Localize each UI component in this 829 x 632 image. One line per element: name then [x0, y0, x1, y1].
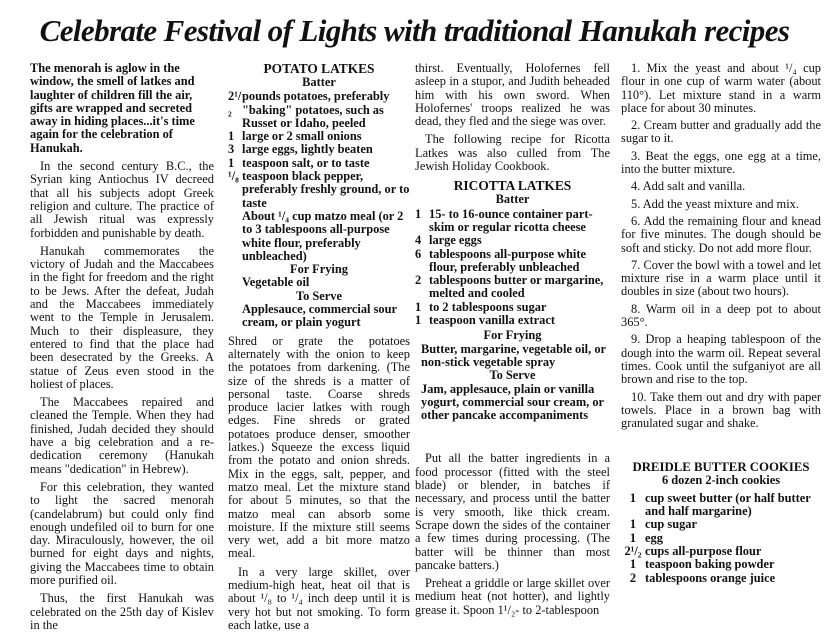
recipe-step: 6. Add the remaining flour and knead for five minutes. The dough should be soft and sticky. Do not add more flour. — [621, 213, 821, 255]
recipe-title: POTATO LATKES — [263, 61, 375, 76]
ingredient-text: cup sweet butter (or half butter and half margarine) — [645, 490, 811, 519]
ingredient-qty: 1 — [629, 517, 637, 532]
ingredient-text: pounds potatoes, preferably "baking" potatoes, such as Russet or Idaho, peeled — [242, 89, 390, 130]
ingredient-matzo: About ¹/₄ cup matzo meal (or 2 to 3 tablespoons all-purpose white flour, preferably unbleached) — [242, 208, 404, 263]
story-paragraph: In the second century B.C., the Syrian king Antiochus IV decreed that all his subjects adopt Greek religion and culture. The practice of all Jewish ritual was expressly forbidden and punishable by death. — [30, 159, 214, 240]
directions-paragraph: Shred or grate the potatoes alternately with the onion to keep the potatoes from darkening. (The size of the shreds is a matter of personal taste. Coarse shreds produce lacier latkes with rough edges. Fine shreds or grated potatoes produce denser, smoother latkes.) Squeeze the excess liquid from the potato and onion shreds. Mix in the eggs, salt, pepper, and matzo meal. Let the mixture stand for about 5 minutes, so that the matzo meal can absorb some moisture. If the mixture still seems very wet, add a bit more matzo meal. — [228, 333, 410, 561]
ingredient-qty: 1 — [228, 129, 235, 144]
ingredient-qty: 6 — [415, 246, 422, 261]
ingredient-row — [228, 157, 410, 170]
ingredient-text: tablespoons butter or margarine, melted and cooled — [429, 273, 604, 301]
recipe-subtitle: Batter — [495, 192, 530, 207]
recipe-step: 9. Drop a heaping tablespoon of the dough into the warm oil. Repeat several times. Cook until the sufganiyot are all brown and rise to the top. — [621, 332, 821, 387]
ingredient-qty: 1 — [415, 206, 422, 221]
ingredient-text: teaspoon salt, or to taste — [242, 155, 370, 170]
intro-paragraph: The menorah is aglow in the window, the smell of latkes and laughter of children fill the air, gifts are wrapped and secreted away in hiding places...it's time again for the celebration of Hanukah. — [30, 61, 195, 155]
ingredient-qty: 1 — [228, 155, 235, 170]
potato-latkes-recipe — [228, 61, 410, 632]
intro-story-column — [30, 61, 214, 632]
ingredient-row — [415, 234, 610, 247]
ingredient-row — [415, 248, 610, 275]
section-heading: To Serve — [489, 368, 536, 383]
story-paragraph: Thus, the first Hanukah was celebrated on the 25th day of Kislev in the — [30, 591, 214, 632]
ingredient-row — [415, 301, 610, 314]
recipe-title: RICOTTA LATKES — [453, 178, 572, 194]
serve-item: Jam, applesauce, plain or vanilla yogurt, commercial sour cream, or other pancake accompaniments — [421, 381, 604, 423]
recipe-step: 3. Beat the eggs, one egg at a time, into the butter mixture. — [621, 148, 821, 177]
serve-item: Applesauce, commercial sour cream, or plain yogurt — [242, 302, 397, 330]
ingredient-text: cups all-purpose flour — [645, 543, 762, 558]
ingredient-text: 15- to 16-ounce container part-skim or regular ricotta cheese — [429, 206, 593, 234]
ingredient-row — [228, 90, 410, 130]
ingredient-row — [228, 130, 410, 143]
ingredient-row — [621, 545, 821, 558]
recipe-step: 4. Add salt and vanilla. — [631, 179, 746, 194]
ingredient-qty: 2¹/₂ — [228, 89, 242, 117]
ingredient-row — [621, 492, 821, 519]
recipe-step: 8. Warm oil in a deep pot to about 365°. — [621, 301, 821, 330]
ingredient-text: teaspoon black pepper, preferably freshly ground, or to taste — [242, 169, 410, 210]
ingredient-qty: 2¹/₂ — [624, 543, 642, 558]
story-paragraph: thirst. Eventually, Holofernes fell asleep in a stupor, and Judith beheaded him with his own sword. When Holofernes' troops realized he was dead, they fled and the siege was over. — [415, 61, 610, 129]
ingredient-qty: 1 — [415, 313, 422, 328]
ingredient-qty: 4 — [415, 233, 422, 248]
story-paragraph: The Maccabees repaired and cleaned the Temple. When they had finished, Judah decided they should have a big celebration and a re-dedication ceremony (Hanukah means "dedication" in Hebrew). — [30, 395, 214, 476]
ingredient-qty: 1 — [415, 299, 422, 314]
ingredient-qty: 2 — [415, 273, 422, 288]
frying-item: Vegetable oil — [242, 275, 310, 290]
recipe-subtitle: Batter — [302, 75, 336, 89]
ingredient-text: cup sugar — [645, 517, 697, 532]
directions-paragraph: Put all the batter ingredients in a food processor (fitted with the steel blade) or blender, in batches if necessary, and process until the batter is very smooth, like thick cream. Scrape down the sides of the container a few times during processing. (The batter will be thinner than most pancake batters.) — [415, 451, 610, 572]
recipe-step: 5. Add the yeast mixture and mix. — [631, 196, 799, 211]
recipe-step: 10. Take them out and dry with paper towels. Place in a brown bag with granulated sugar and shake. — [621, 389, 821, 431]
ingredient-row — [415, 208, 610, 235]
ingredient-qty: 1 — [629, 530, 637, 545]
ingredient-qty: 1 — [629, 490, 637, 505]
section-heading: For Frying — [483, 328, 542, 343]
ingredient-row — [621, 572, 821, 585]
article-headline: Celebrate Festival of Lights with traditional Hanukah recipes — [39, 13, 790, 48]
recipe-step: 7. Cover the bowl with a towel and let mixture rise in a warm place until it doubles in size (about two hours). — [621, 257, 821, 299]
ingredient-text: egg — [645, 530, 663, 545]
ingredient-row — [621, 518, 821, 531]
ingredient-text: to 2 tablespoons sugar — [429, 299, 547, 314]
ingredient-qty: ¹/₈ — [228, 169, 239, 184]
recipe-title: DREIDLE BUTTER COOKIES — [632, 460, 810, 475]
recipe-subtitle: 6 dozen 2-inch cookies — [661, 473, 781, 488]
ingredient-row — [228, 170, 410, 210]
ingredient-row — [415, 314, 610, 327]
ingredient-row — [415, 274, 610, 301]
ingredient-text: large eggs, lightly beaten — [242, 142, 373, 157]
story-paragraph: Hanukah commemorates the victory of Judah and the Maccabees in the fight for freedom and the right to be Jews. After the defeat, Judah and the Maccabees immediately went to the Temple in Jerusalem. Much to their displeasure, they entered to find that the place had been desecrated by the Greeks. A statue of Zeus even stood in the holiest of places. — [30, 243, 214, 391]
sufganiyot-steps-column — [621, 61, 821, 585]
recipe-step: 1. Mix the yeast and about ¹/₄ cup flour in one cup of warm water (about 110°). Let mixture stand in a warm place for about 30 minutes. — [621, 61, 821, 115]
frying-item: Butter, margarine, vegetable oil, or non-stick vegetable spray — [421, 341, 606, 369]
ingredient-row — [621, 558, 821, 571]
section-heading: To Serve — [295, 288, 342, 303]
ingredient-text: teaspoon baking powder — [645, 557, 775, 572]
ingredient-row — [621, 532, 821, 545]
ingredient-qty: 2 — [629, 570, 637, 585]
ingredient-text: large or 2 small onions — [242, 129, 362, 144]
directions-paragraph: Preheat a griddle or large skillet over medium heat (not hotter), and lightly grease it. Spoon 1¹/₂- to 2-tablespoon — [415, 576, 610, 617]
recipe-step: 2. Cream butter and gradually add the sugar to it. — [621, 118, 821, 146]
ingredient-qty: 3 — [228, 142, 235, 157]
section-heading: For Frying — [290, 262, 348, 277]
ingredient-text: tablespoons all-purpose white flour, preferably unbleached — [429, 246, 586, 274]
ingredient-text: teaspoon vanilla extract — [429, 313, 555, 328]
directions-paragraph: In a very large skillet, over medium-high heat, heat oil that is about ¹/₈ to ¹/₄ inch deep until it is very hot but not smoking. To form each latke, use a — [228, 564, 410, 632]
story-paragraph: The following recipe for Ricotta Latkes was also culled from The Jewish Holiday Cookbook. — [415, 132, 610, 174]
ingredient-row — [228, 143, 410, 156]
ricotta-latkes-column — [415, 61, 610, 617]
ingredient-qty: 1 — [629, 557, 637, 572]
ingredient-text: tablespoons orange juice — [645, 570, 776, 585]
story-paragraph: For this celebration, they wanted to light the sacred menorah (candelabrum) but could only find enough undefiled oil to burn for one day. Miraculously, however, the oil burned for eight days and nights, giving the Maccabees time to obtain more purified oil. — [30, 479, 214, 587]
ingredient-text: large eggs — [429, 233, 482, 248]
